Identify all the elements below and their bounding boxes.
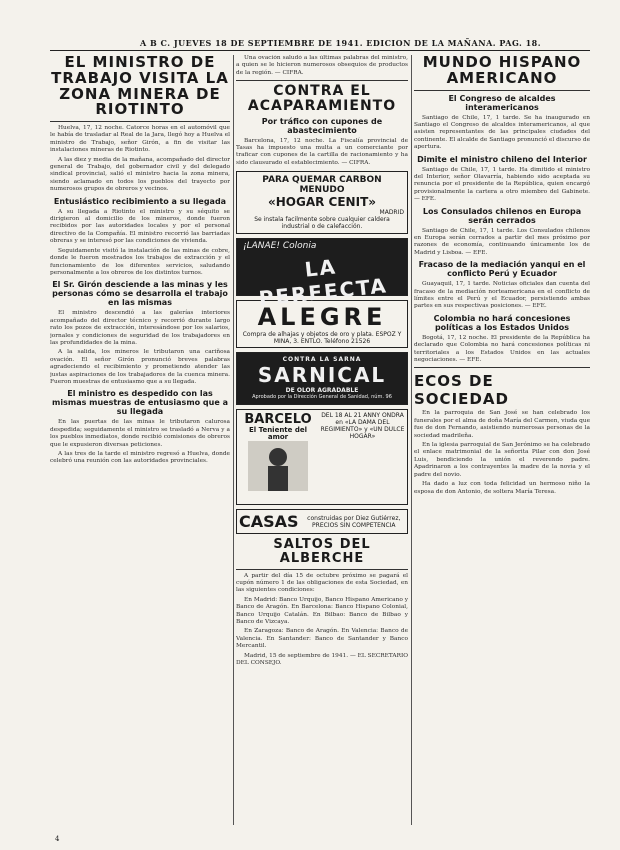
- paragraph: En Zaragoza: Banco de Aragón. En Valencia: Banco de Valencia. En Santander: Banco de Santander y Banco Mercantil.: [236, 628, 408, 650]
- subheading: El ministro es despedido con las mismas muestras de entusiasmo que a su llegada: [52, 389, 228, 417]
- paragraph: A la salida, los mineros le tributaron una cariñosa ovación. El señor Girón pronunció breves palabras agradeciendo el recibimiento y prometiendo atender las justas aspiraciones de los trabajadores de la cuenca minera. Fueron muestras de entusiasmo que a su llegada.: [50, 349, 230, 385]
- divider: [236, 80, 408, 81]
- paragraph: A su llegada a Riotinto el ministro y su séquito se dirigieron al domicilio de los mineros, donde fueron recibidos por las autoridades locales y por el personal directivo de la Compañía. El ministro recorrió las barriadas obreras y se interesó por las condiciones de vivienda.: [50, 208, 230, 245]
- paragraph: Guayaquil, 17, 1 tarde. Noticias oficiales dan cuenta del fracaso de la mediación norteamericana en el conflicto de límites entre el Perú y el Ecuador, persistiendo ambas partes en sus respectivas posiciones. — EFE.: [414, 281, 590, 310]
- subheading: Entusiástico recibimiento a su llegada: [53, 196, 227, 206]
- paragraph: Seguidamente visitó la instalación de las minas de cobre, donde le fueron mostrados los trabajos de extracción y el funcionamiento de los diferentes servicios, saludando personalmente a los obreros de los distintos turnos.: [50, 247, 230, 276]
- ad-la-perfecta: [236, 238, 408, 311]
- ad-brand: CASAS: [239, 512, 299, 532]
- headline-ecos-sociedad: ECOS DE SOCIEDAD: [414, 372, 509, 409]
- ad-text: DEL 18 AL 21 ANNY ONDRA en «LA DAMA DEL REGIMIENTO» y «UN DULCE HOGAR»: [320, 412, 405, 441]
- soldier-illustration-icon: [248, 441, 308, 491]
- ad-image-block: [239, 412, 317, 502]
- paragraph: Una ovación saludó a las últimas palabras del ministro, a quien se le hicieron numerosos obsequios de productos de la región. — CIFRA.: [236, 55, 408, 76]
- divider: [414, 367, 590, 368]
- column-middle: [236, 55, 408, 825]
- ad-text: construidas por Diez Gutiérrez, PRECIOS SIN COMPETENCIA: [307, 514, 401, 529]
- subheading: Fracaso de la mediación yanqui en el conflicto Perú y Ecuador: [418, 260, 586, 279]
- ad-sarnical: [236, 352, 408, 405]
- ad-brand: LA PERFECTA: [257, 254, 389, 311]
- subheading: Dimite el ministro chileno del Interior: [417, 154, 587, 164]
- footer-mark: 4: [55, 835, 60, 843]
- headline-alberche: SALTOS DEL ALBERCHE: [273, 537, 371, 566]
- paragraph: Bogotá, 17, 12 noche. El presidente de la República ha declarado que Colombia no hará concesiones políticas ni territoriales a los Estados Unidos en las actuales negociaciones. — EFE.: [414, 334, 590, 364]
- paragraph: Madrid, 15 de septiembre de 1941. — EL SECRETARIO DEL CONSEJO.: [236, 652, 408, 666]
- ad-hogar-cenit: [236, 171, 408, 234]
- subheading: Los Consulados chilenos en Europa serán cerrados: [422, 206, 582, 225]
- ad-text: Se instala facilmente sobre cualquier caldera industrial o de calefacción.: [254, 216, 390, 231]
- paragraph: Ha dado a luz con toda felicidad un hermoso niño la esposa de don Antonio, de soltera María Teresa.: [414, 481, 590, 495]
- ad-barcelo: [236, 409, 408, 505]
- ad-tagline: ¡LANAE! Colonia: [243, 241, 317, 252]
- paragraph: Santiago de Chile, 17, 1 tarde. Se ha inaugurado en Santiago el Congreso de alcaldes interamericanos, al que asisten representantes de las principales ciudades del continente. El alcalde de Santiago pronunció el discurso de apertura.: [414, 114, 590, 151]
- subheading: Colombia no hará concesiones políticas a los Estados Unidos: [433, 313, 571, 332]
- ad-title: PARA QUEMAR CARBON MENUDO: [262, 175, 382, 196]
- paragraph: En la iglesia parroquial de San Jerónimo se ha celebrado el enlace matrimonial de la señorita Pilar con don José Luis, bendiciendo la unión el reverendo padre. Apadrinaron a los contrayentes la madre de la novia y el padre del novio.: [414, 442, 590, 478]
- paragraph: A las diez y media de la mañana, acompañado del director general de Trabajo, del gobernador civil y del delegado sindical provincial, salió el ministro hacia la zona minera, siendo aclamado en todos los pueblos del trayecto por numerosos grupos de obreros y vecinos.: [50, 156, 230, 193]
- paragraph: Santiago de Chile, 17, 1 tarde. Los Consulados chilenos en Europa serán cerrados a partir del mes próximo por razones de economía, continuando únicamente los de Madrid y Lisboa. — EFE.: [414, 227, 590, 256]
- ad-text: Aprobado por la Dirección General de Sanidad, núm. 96: [252, 394, 392, 401]
- paragraph: Santiago de Chile, 17, 1 tarde. Ha dimitido el ministro del Interior, señor Olavarría, habiendo sido aceptada su renuncia por el presidente de la República, quien encargó provisionalmente la cartera a otro miembro del Gabinete. — EFE.: [414, 166, 590, 203]
- divider: [236, 569, 408, 570]
- ad-brand: BARCELO: [244, 412, 312, 428]
- ad-subtitle: DE OLOR AGRADABLE: [285, 387, 359, 395]
- ad-casas: [236, 509, 408, 534]
- paragraph: A las tres de la tarde el ministro regresó a Huelva, donde celebró una reunión con las autoridades provinciales.: [50, 451, 230, 465]
- ad-text: Compra de alhajas y objetos de oro y plata. ESPOZ Y MINA, 3. ENTLO. Teléfono 21526: [242, 331, 402, 346]
- column-divider: [233, 55, 234, 825]
- paragraph: Huelva, 17, 12 noche. Catorce horas en el automóvil que le había de trasladar al Real de la Jara, llegó hoy a Huelva el ministro de Trabajo, señor Girón, a fin de visitar las instalaciones mineras de Riotinto.: [50, 125, 230, 154]
- paragraph: Barcelona, 17, 12 noche. La Fiscalía provincial de Tasas ha impuesto una multa a un comerciante por traficar con cupones de la cartilla de racionamiento y ha sido clausurado el establecimiento. — CIFRA.: [236, 137, 408, 166]
- ad-title: CONTRA LA SARNA: [282, 356, 362, 364]
- headline-acaparamiento: CONTRA EL ACAPARAMIENTO: [247, 83, 397, 114]
- paragraph: En las puertas de las minas le tributaron calurosa despedida; seguidamente el ministro se trasladó a Nerva y a los pueblos inmediatos, donde recibió comisiones de obreros que le expusieron diversas peticiones.: [50, 419, 230, 448]
- ad-title: El Teniente del amor: [248, 426, 307, 442]
- subheading: El Sr. Girón desciende a las minas y les personas cómo se desarrolla el trabajo en las mismas: [52, 280, 228, 308]
- ad-brand: «HOGAR CENIT»: [268, 195, 376, 210]
- divider: [414, 90, 590, 91]
- divider: [50, 121, 230, 122]
- paragraph: En Madrid: Banco Urquijo, Banco Hispano Americano y Banco de Aragón. En Barcelona: Banco Hispano Colonial, Banco Urquijo Catalán. En Bilbao: Banco de Bilbao y Banco de Vizcaya.: [236, 596, 408, 625]
- subheading: Por tráfico con cupones de abastecimiento: [261, 116, 383, 135]
- paragraph: El ministro descendió a las galerías interiores acompañado del director técnico y recorrió durante largo rato los pozos de extracción, interesándose por los salarios, jornales y condiciones de seguridad de los trabajadores en las profundidades de la mina.: [50, 310, 230, 346]
- page-folio: A B C. JUEVES 18 DE SEPTIEMBRE DE 1941. EDICION DE LA MAÑANA. PAG. 18.: [140, 38, 542, 48]
- column-divider: [411, 55, 412, 825]
- subheading: El Congreso de alcaldes interamericanos: [448, 93, 556, 112]
- headline-mundo-hispano: MUNDO HISPANO AMERICANO: [422, 55, 582, 87]
- paragraph: En la parroquia de San José se han celebrado los funerales por el alma de doña María del Carmen, viuda que fue de don Fernando, asistiendo numerosas personas de la sociedad madrileña.: [414, 410, 590, 439]
- ad-city: MADRID: [379, 209, 404, 217]
- column-left: [50, 55, 230, 825]
- headline-ministro: EL MINISTRO DE TRABAJO VISITA LA ZONA MINERA DE RIOTINTO: [51, 55, 229, 119]
- column-right: [414, 55, 590, 825]
- ad-brand: ALEGRE: [257, 303, 387, 332]
- paragraph: A partir del día 15 de octubre próximo se pagará el cupón número 1 de las obligaciones de esta Sociedad, en las siguientes condiciones:: [236, 572, 408, 594]
- header-rule: [50, 50, 590, 51]
- ad-brand: SARNICAL: [257, 363, 387, 388]
